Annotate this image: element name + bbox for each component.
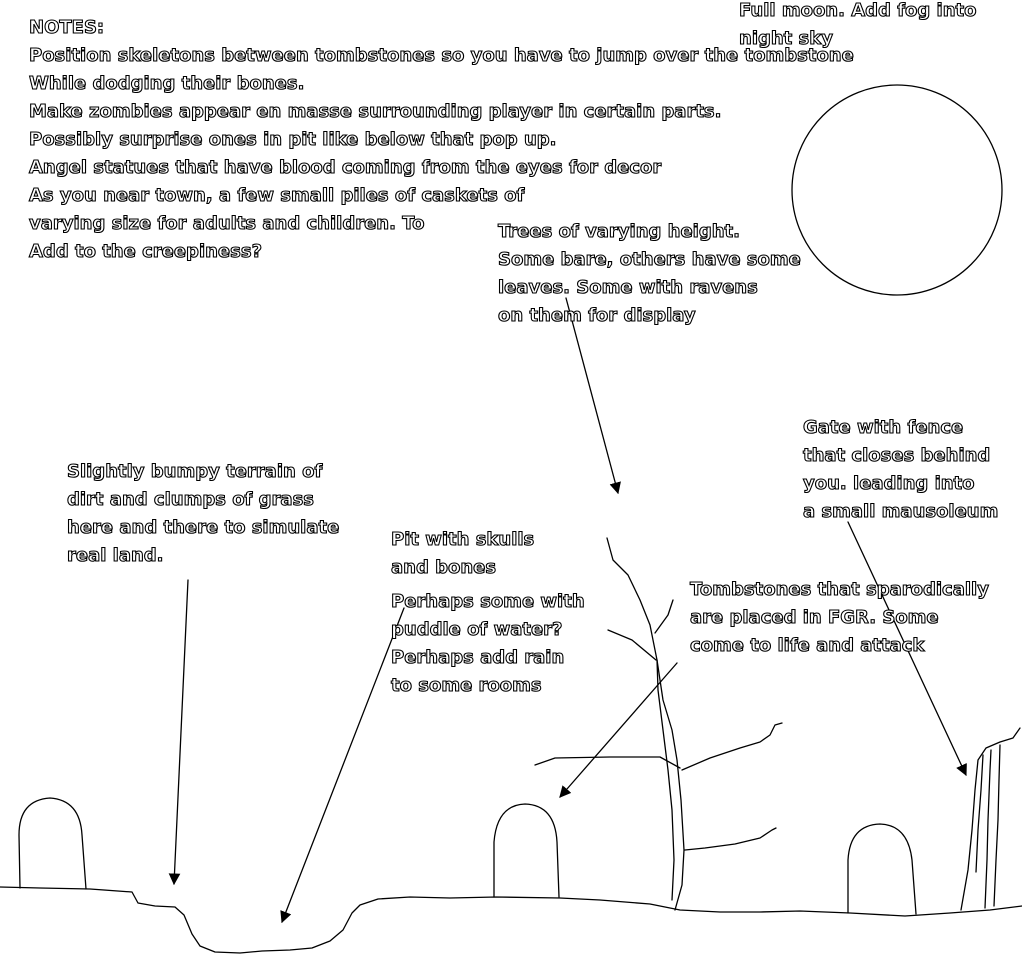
tombstone-right bbox=[848, 824, 916, 914]
annotation-line: come to life and attack bbox=[690, 635, 925, 656]
annotation-line: leaves. Some with ravens bbox=[498, 277, 758, 298]
annotation-line: Pit with skulls bbox=[391, 529, 535, 550]
annotation-line: a small mausoleum bbox=[803, 501, 999, 522]
notes-line: Make zombies appear en masse surrounding player in certain parts. bbox=[29, 101, 722, 122]
annotation-line: Perhaps some with bbox=[391, 591, 585, 612]
gate-fence bbox=[961, 728, 1020, 910]
notes-line: Possibly surprise ones in pit like below that pop up. bbox=[29, 129, 557, 150]
annotation-line: Perhaps add rain bbox=[391, 647, 565, 668]
notes-line: As you near town, a few small piles of caskets of bbox=[29, 185, 525, 206]
notes-heading: NOTES: bbox=[29, 17, 105, 38]
notes-line: varying size for adults and children. To bbox=[29, 213, 425, 234]
annotation-line: real land. bbox=[67, 545, 164, 566]
notes-line: Position skeletons between tombstones so you have to jump over the tombstone bbox=[29, 45, 854, 66]
annotation-line: Some bare, others have some bbox=[498, 249, 801, 270]
annotation-line: Gate with fence bbox=[803, 417, 964, 438]
annotation-line: puddle of water? bbox=[391, 619, 563, 640]
annotation-line: Slightly bumpy terrain of bbox=[67, 461, 323, 482]
annotation-line: that closes behind bbox=[803, 445, 991, 466]
trees-annotation bbox=[498, 218, 801, 330]
tombstones-annotation bbox=[690, 576, 989, 660]
terrain-annotation bbox=[67, 458, 339, 570]
annotation-line: to some rooms bbox=[391, 675, 542, 696]
pit-annotation bbox=[391, 526, 534, 582]
water-annotation bbox=[391, 588, 585, 700]
arrow-terrain bbox=[174, 580, 188, 884]
annotation-line: Trees of varying height. bbox=[498, 221, 740, 242]
annotation-line: are placed in FGR. Some bbox=[690, 607, 939, 628]
annotation-line: and bones bbox=[391, 557, 497, 578]
notes-line: Add to the creepiness? bbox=[29, 241, 263, 262]
notes-line: While dodging their bones. bbox=[29, 73, 305, 94]
gate-annotation bbox=[803, 414, 998, 526]
annotation-line: night sky bbox=[739, 28, 833, 49]
annotation-line: Full moon. Add fog into bbox=[739, 0, 977, 21]
annotation-line: on them for display bbox=[498, 305, 696, 326]
annotation-line: you. leading into bbox=[803, 473, 975, 494]
notes-line: Angel statues that have blood coming from the eyes for decor bbox=[29, 157, 662, 178]
tombstone-left bbox=[19, 798, 86, 889]
arrow-pit bbox=[282, 608, 404, 922]
annotation-line: dirt and clumps of grass bbox=[67, 489, 314, 510]
tombstone-middle bbox=[494, 804, 559, 897]
moon-annotation bbox=[739, 0, 977, 53]
ground-line bbox=[0, 887, 1022, 953]
annotation-line: here and there to simulate bbox=[67, 517, 340, 538]
annotation-line: Tombstones that sparodically bbox=[690, 579, 989, 600]
